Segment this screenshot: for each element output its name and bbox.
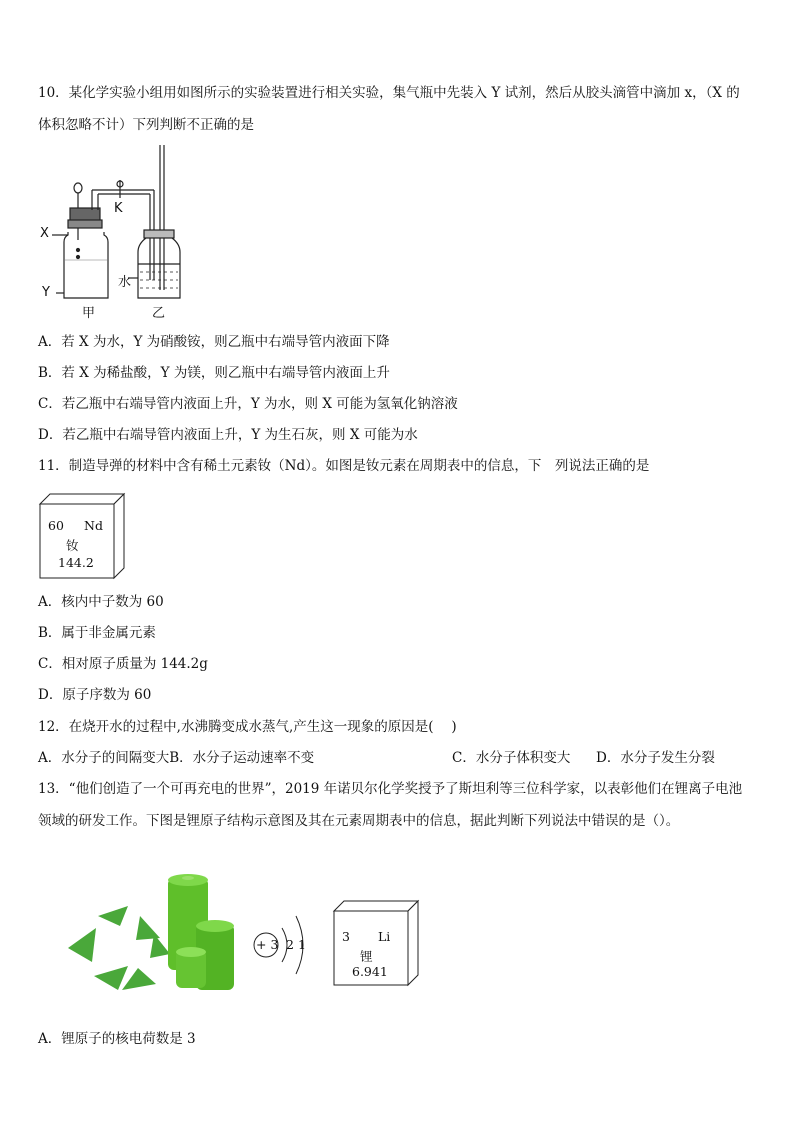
- lithium-atom-diagram: [252, 906, 316, 984]
- atom-shell1: 2: [286, 937, 294, 952]
- battery-recycle-drawing: [58, 866, 242, 994]
- label-k: K: [114, 201, 123, 216]
- q13-option-a: A．锂原子的核电荷数是 3: [38, 1031, 196, 1047]
- label-water: 水: [118, 275, 132, 290]
- q11-option-d: D．原子序数为 60: [38, 687, 152, 703]
- label-jia: 甲: [82, 306, 96, 321]
- apparatus-figure: [38, 140, 198, 320]
- q10-option-c: C．若乙瓶中右端导管内液面上升，Y 为水，则 X 可能为氢氧化钠溶液: [38, 396, 458, 412]
- element-card-li: [332, 899, 422, 989]
- q10-option-b: B．若 X 为稀盐酸，Y 为镁，则乙瓶中右端导管内液面上升: [38, 365, 390, 381]
- element-number: 60: [48, 518, 64, 533]
- q11-stem: 11．制造导弹的材料中含有稀土元素钕（Nd）。如图是钕元素在周期表中的信息，下 列说法正确的是: [38, 458, 650, 474]
- q12-option-d: D．水分子发生分裂: [596, 750, 715, 766]
- label-y: Y: [42, 285, 50, 300]
- label-yi: 乙: [152, 306, 166, 321]
- q10-stem-line2: 体积忽略不计）下列判断不正确的是: [38, 117, 254, 133]
- q10-option-d: D．若乙瓶中右端导管内液面上升，Y 为生石灰，则 X 可能为水: [38, 427, 418, 443]
- label-x: X: [40, 226, 49, 241]
- q10-option-a: A．若 X 为水，Y 为硝酸铵，则乙瓶中右端导管内液面下降: [38, 334, 390, 350]
- element-mass: 144.2: [58, 555, 94, 570]
- q11-option-a: A．核内中子数为 60: [38, 594, 164, 610]
- q10-stem-line1: 10．某化学实验小组用如图所示的实验装置进行相关实验，集气瓶中先装入 Y 试剂，然后从胶头滴管中滴加 x，（X 的: [38, 85, 740, 101]
- q12-stem: 12．在烧开水的过程中,水沸腾变成水蒸气,产生这一现象的原因是( ): [38, 719, 457, 735]
- atom-nucleus: + 3: [256, 937, 279, 952]
- element-card-nd: [38, 492, 128, 582]
- li-name: 锂: [360, 949, 373, 964]
- q13-stem-line1: 13．“他们创造了一个可再充电的世界”，2019 年诺贝尔化学奖授予了斯坦利等三位科学家，以表彰他们在锂离子电池: [38, 781, 743, 797]
- atom-shell2: 1: [298, 937, 306, 952]
- q11-option-b: B．属于非金属元素: [38, 625, 156, 641]
- li-number: 3: [342, 929, 350, 944]
- battery-recycle-image: [58, 866, 242, 994]
- q12-option-ab: A．水分子的间隔变大B．水分子运动速率不变: [38, 750, 315, 766]
- li-symbol: Li: [378, 929, 391, 944]
- q12-option-c: C．水分子体积变大: [452, 750, 571, 766]
- element-symbol: Nd: [84, 518, 103, 533]
- q13-stem-line2: 领域的研发工作。下图是锂原子结构示意图及其在元素周期表中的信息，据此判断下列说法中错误的是（）。: [38, 813, 680, 829]
- apparatus-drawing: [38, 140, 198, 320]
- q11-option-c: C．相对原子质量为 144.2g: [38, 656, 208, 672]
- element-name: 钕: [66, 538, 79, 553]
- li-mass: 6.941: [352, 964, 388, 979]
